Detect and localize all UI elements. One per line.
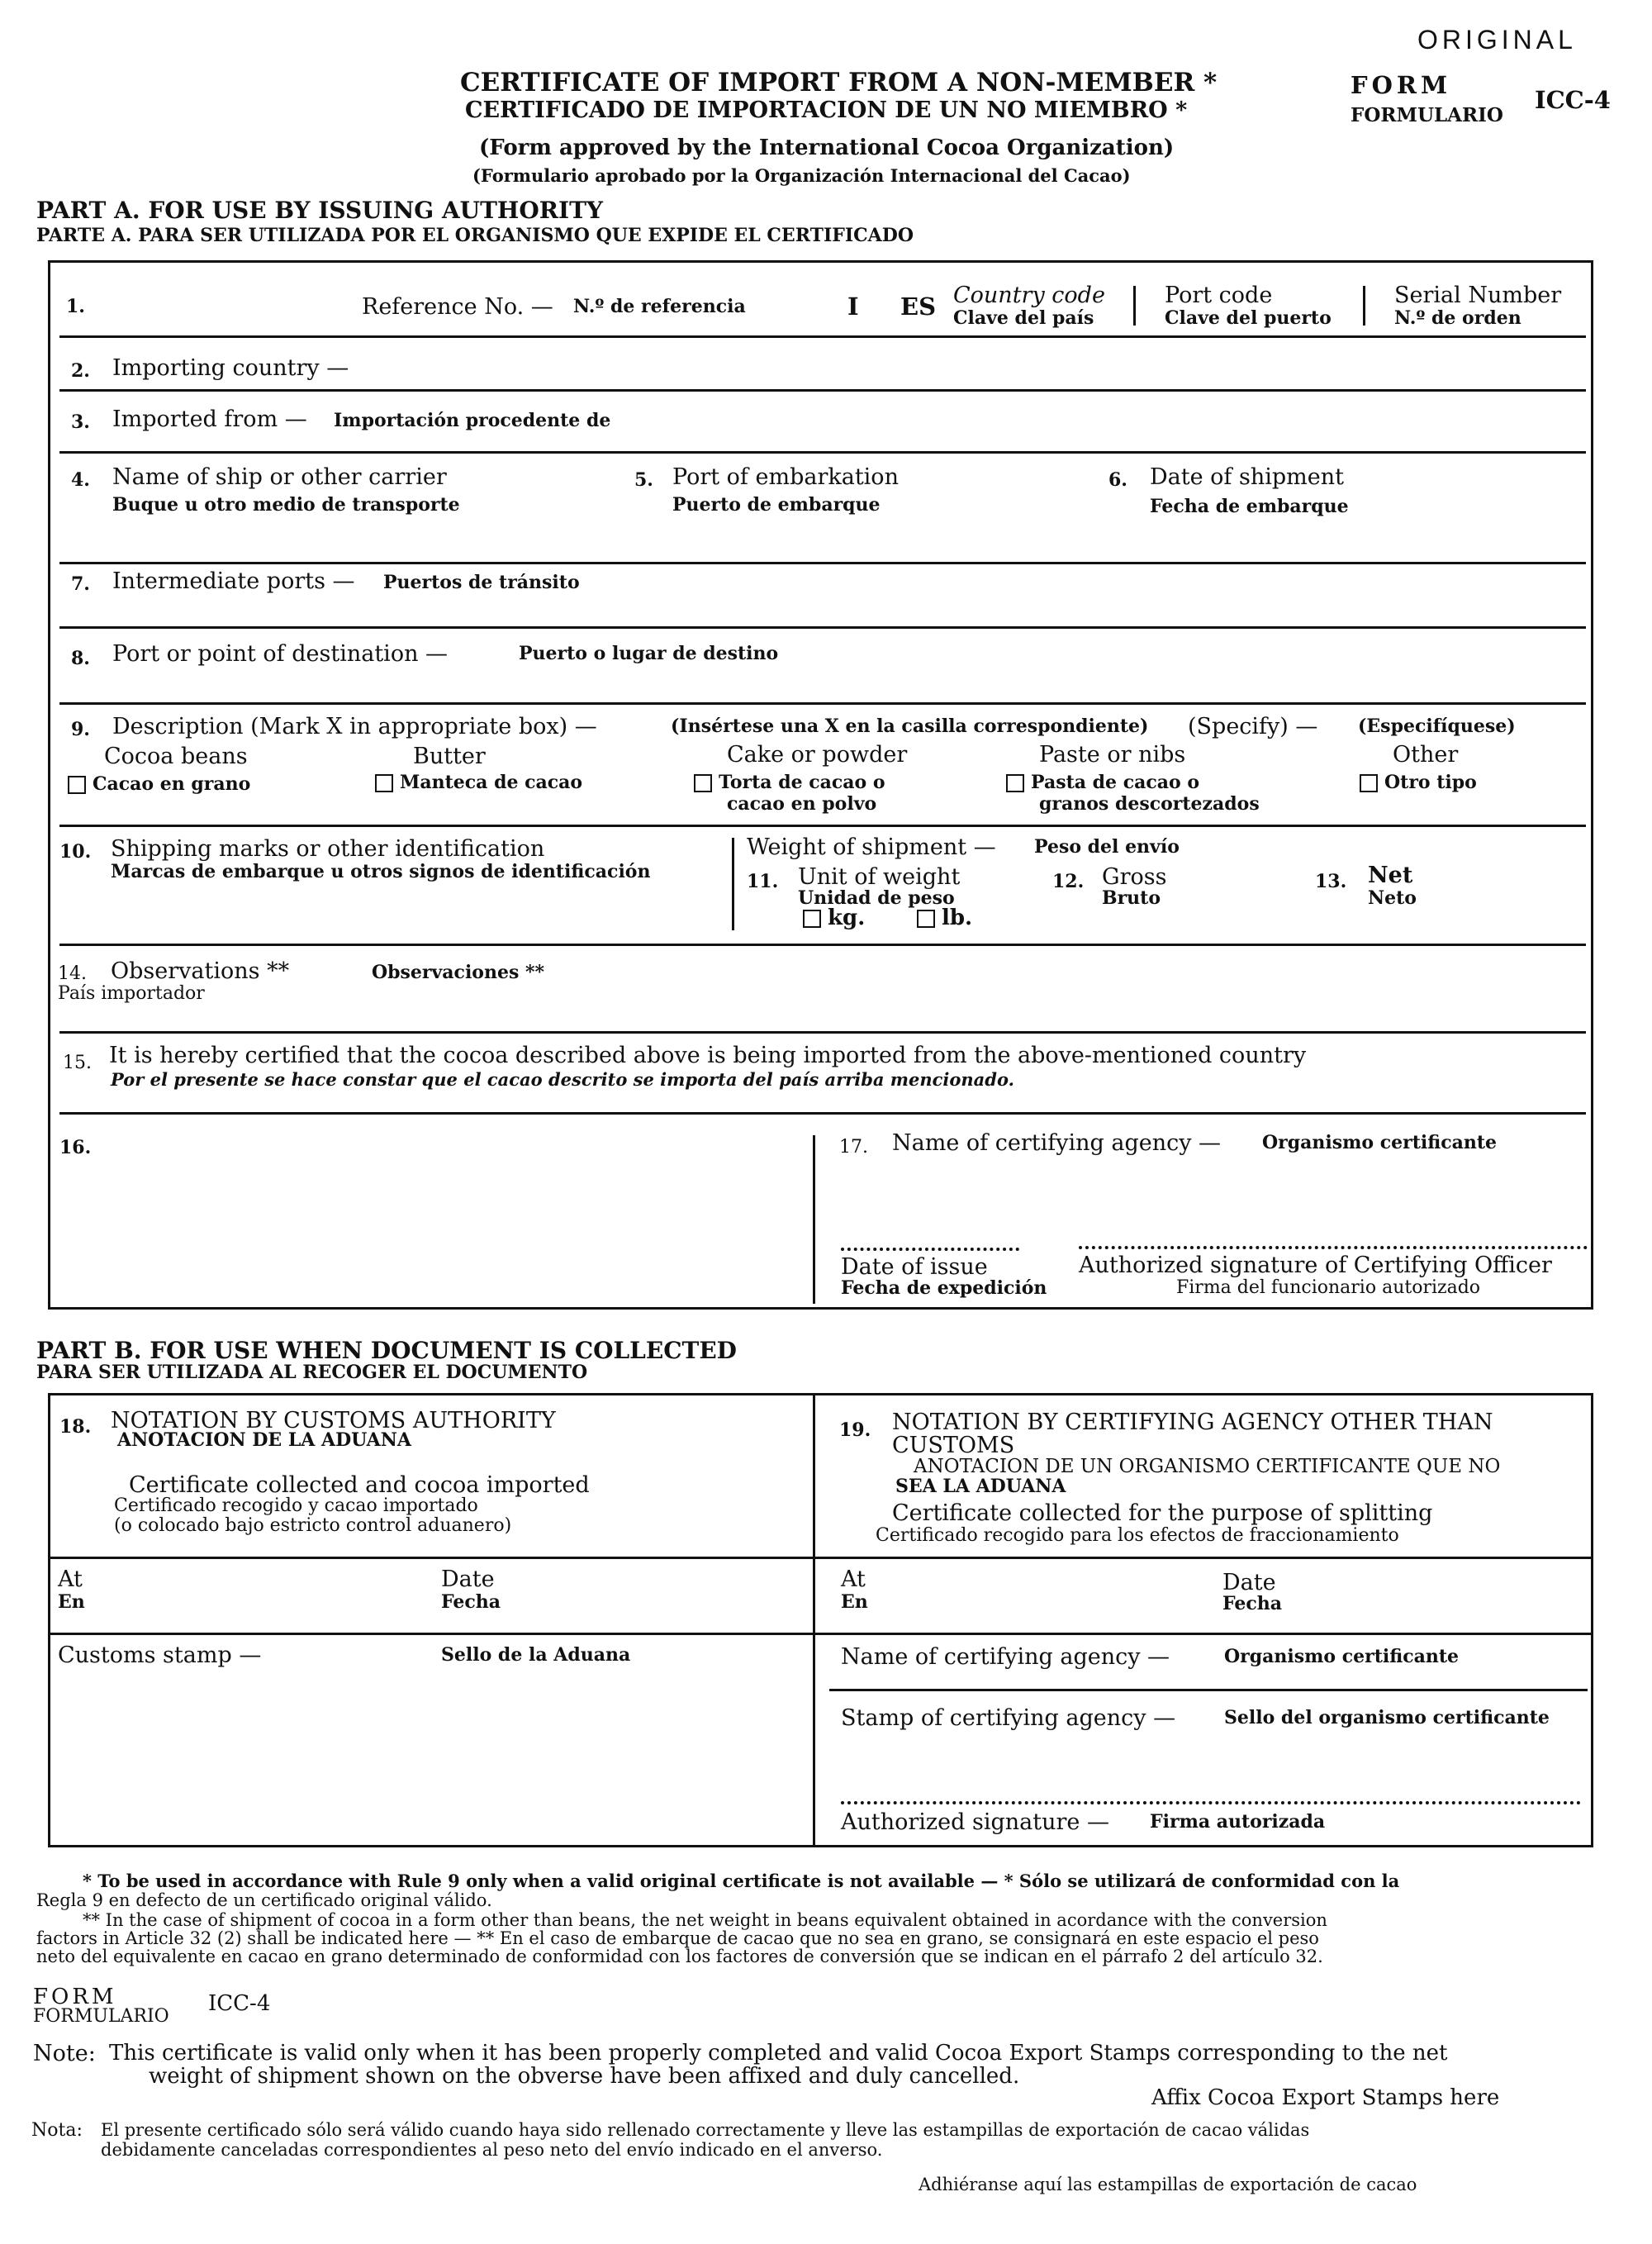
checkbox[interactable] <box>1006 774 1024 792</box>
destination-es: Puerto o lugar de destino <box>519 643 779 664</box>
agency-date-es: Fecha <box>1222 1593 1283 1614</box>
port-embarkation-label: Port of embarkation <box>672 464 899 490</box>
reverse-form-label: FORM <box>33 1985 117 2009</box>
row-line <box>59 389 1586 392</box>
row-line <box>48 1557 1593 1559</box>
imported-from-label: Imported from — <box>112 406 307 432</box>
agency-name-label: Name of certifying agency — <box>841 1644 1170 1670</box>
reference-i: I <box>847 292 859 321</box>
unit-kg-label: kg. <box>828 906 866 930</box>
reference-no-es: N.º de referencia <box>573 296 746 317</box>
divider <box>732 838 734 930</box>
field-7-number: 7. <box>71 573 90 595</box>
certifying-agency-es: Organismo certificante <box>1262 1132 1498 1153</box>
weight-shipment-label: Weight of shipment — <box>747 834 996 860</box>
form-title-es: CERTIFICADO DE IMPORTACION DE UN NO MIEMBRO * <box>465 97 1188 123</box>
signature-line <box>1079 1246 1588 1249</box>
checkbox[interactable] <box>917 910 935 928</box>
note-line-1: This certificate is valid only when it has been properly completed and valid Cocoa Export Stamps corresponding to the net <box>109 2041 1448 2066</box>
row-line <box>59 451 1586 454</box>
row-line <box>59 335 1586 338</box>
part-a-subtitle: PARTE A. PARA SER UTILIZADA POR EL ORGANISMO QUE EXPIDE EL CERTIFICADO <box>36 225 914 246</box>
certifying-agency-label: Name of certifying agency — <box>892 1130 1222 1156</box>
option-other[interactable] <box>1360 772 1477 793</box>
row-line <box>59 702 1586 705</box>
approved-en: (Form approved by the International Cocoa Organization) <box>479 135 1175 160</box>
original-label: ORIGINAL <box>1417 25 1577 55</box>
serial-number-es: N.º de orden <box>1394 307 1521 329</box>
row-line <box>59 825 1586 827</box>
form-label: FORM <box>1351 71 1452 99</box>
footnote-2b: factors in Article 32 (2) shall be indicated here — ** En el caso de embarque de cacao que no sea en grano, se consignará en este espacio el peso <box>36 1928 1319 1948</box>
pais-importador: País importador <box>58 983 205 1004</box>
approved-es: (Formulario aprobado por la Organización Internacional del Cacao) <box>472 165 1131 186</box>
certification-statement-es: Por el presente se hace constar que el cacao descrito se importa del país arriba mencionado. <box>111 1069 1014 1090</box>
observations-es: Observaciones ** <box>372 962 545 983</box>
option-butter[interactable] <box>375 772 582 793</box>
footnote-1a: * To be used in accordance with Rule 9 only when a valid original certificate is not available — * Sólo se utilizará de conformidad con la <box>83 1871 1400 1891</box>
field-16-number: 16. <box>59 1137 92 1158</box>
option-cocoa-beans-es: Cacao en grano <box>93 773 251 795</box>
imported-from-es: Importación procedente de <box>334 410 611 431</box>
reverse-form-code: ICC-4 <box>208 1991 271 2016</box>
agency-notation-es: ANOTACION DE UN ORGANISMO CERTIFICANTE QUE NO <box>914 1456 1501 1477</box>
note-line-2: weight of shipment shown on the obverse have been affixed and duly cancelled. <box>149 2064 1020 2089</box>
ship-name-label: Name of ship or other carrier <box>112 464 447 490</box>
shipping-marks-label: Shipping marks or other identification <box>111 836 545 862</box>
customs-notation-es: ANOTACION DE LA ADUANA <box>117 1429 411 1451</box>
nota-label: Nota: <box>31 2120 83 2141</box>
field-17-number: 17. <box>839 1137 868 1158</box>
unit-lb[interactable] <box>917 906 972 930</box>
unit-weight-label: Unit of weight <box>798 864 961 890</box>
date-shipment-label: Date of shipment <box>1150 464 1344 490</box>
option-paste-es2: granos descortezados <box>1039 793 1260 815</box>
field-8-number: 8. <box>71 648 90 669</box>
field-12-number: 12. <box>1052 871 1085 892</box>
shipping-marks-es: Marcas de embarque u otros signos de identificación <box>111 861 651 882</box>
country-code-label: Country code <box>953 283 1105 308</box>
serial-number-label: Serial Number <box>1394 283 1562 308</box>
destination-label: Port or point of destination — <box>112 641 449 667</box>
checkbox[interactable] <box>68 776 86 794</box>
row-line <box>829 1689 1588 1691</box>
row-line <box>59 1112 1586 1115</box>
part-b-title: PART B. FOR USE WHEN DOCUMENT IS COLLECTED <box>36 1337 737 1364</box>
option-paste[interactable] <box>1006 772 1199 793</box>
footnote-2c: neto del equivalente en cacao en grano determinado de conformidad con los factores de conversión que se indican en el párrafo 2 del artículo 32. <box>36 1947 1323 1966</box>
field-11-number: 11. <box>747 871 779 892</box>
agency-notation-label-2: CUSTOMS <box>892 1433 1015 1458</box>
specify-label: (Specify) — <box>1188 714 1318 739</box>
divider <box>1363 286 1365 326</box>
row-line <box>59 562 1586 564</box>
agency-date-label: Date <box>1222 1570 1276 1595</box>
form-code: ICC-4 <box>1535 86 1611 114</box>
specify-es: (Especifíquese) <box>1358 716 1516 737</box>
agency-stamp-es: Sello del organismo certificante <box>1224 1707 1550 1728</box>
intermediate-ports-es: Puertos de tránsito <box>383 572 580 593</box>
field-2-number: 2. <box>71 360 90 382</box>
reference-no-label: Reference No. — <box>362 294 553 320</box>
agency-stamp-label: Stamp of certifying agency — <box>841 1705 1176 1731</box>
description-es: (Insértese una X en la casilla correspondiente) <box>671 716 1149 737</box>
customs-notation-label: NOTATION BY CUSTOMS AUTHORITY <box>111 1408 556 1433</box>
field-6-number: 6. <box>1108 469 1127 491</box>
customs-at-es: En <box>58 1591 85 1613</box>
net-es: Neto <box>1368 887 1417 909</box>
affix-stamps-en: Affix Cocoa Export Stamps here <box>1151 2085 1500 2110</box>
agency-collected-es: Certificado recogido para los efectos de fraccionamiento <box>876 1525 1399 1546</box>
field-10-number: 10. <box>59 841 92 863</box>
part-a-title: PART A. FOR USE BY ISSUING AUTHORITY <box>36 197 603 224</box>
form-title-en: CERTIFICATE OF IMPORT FROM A NON-MEMBER * <box>460 68 1218 97</box>
nota-line-2: debidamente canceladas correspondientes al peso neto del envío indicado en el anverso. <box>101 2140 883 2160</box>
note-label: Note: <box>33 2041 96 2066</box>
checkbox[interactable] <box>375 774 393 792</box>
authorized-signature-label: Authorized signature of Certifying Officer <box>1079 1253 1552 1278</box>
row-line <box>48 1633 1593 1635</box>
ship-name-es: Buque u otro medio de transporte <box>112 494 460 516</box>
option-paste-label: Paste or nibs <box>1039 742 1186 768</box>
row-line <box>59 944 1586 946</box>
customs-at-label: At <box>58 1567 83 1592</box>
date-line <box>841 1248 1019 1251</box>
net-label: Net <box>1368 863 1413 888</box>
certification-statement: It is hereby certified that the cocoa described above is being imported from the above-mentioned country <box>109 1043 1307 1068</box>
customs-collected-label: Certificate collected and cocoa imported <box>129 1472 590 1498</box>
description-label: Description (Mark X in appropriate box) — <box>112 714 597 739</box>
field-15-number: 15. <box>63 1053 92 1073</box>
gross-es: Bruto <box>1102 887 1161 909</box>
customs-date-es: Fecha <box>441 1591 501 1613</box>
option-cake[interactable] <box>694 772 885 793</box>
nota-line-1: El presente certificado sólo será válido cuando haya sido rellenado correctamente y lleve las estampillas de exportación de cacao válidas <box>101 2120 1310 2140</box>
checkbox[interactable] <box>1360 774 1378 792</box>
customs-collected-es2: (o colocado bajo estricto control aduanero) <box>114 1515 512 1536</box>
option-cocoa-beans-label: Cocoa beans <box>104 744 248 769</box>
date-issue-es: Fecha de expedición <box>841 1277 1047 1299</box>
option-other-es: Otro tipo <box>1384 772 1477 793</box>
weight-shipment-es: Peso del envío <box>1034 836 1180 858</box>
agency-notation-label: NOTATION BY CERTIFYING AGENCY OTHER THAN <box>892 1410 1493 1435</box>
divider <box>813 1393 815 1847</box>
footnote-2a: ** In the case of shipment of cocoa in a form other than beans, the net weight in beans equivalent obtained in acordance with the conversion <box>83 1910 1327 1930</box>
agency-at-es: En <box>841 1591 868 1613</box>
field-9-number: 9. <box>71 719 90 740</box>
footnote-1b: Regla 9 en defecto de un certificado original válido. <box>36 1890 492 1910</box>
field-4-number: 4. <box>71 469 90 491</box>
field-13-number: 13. <box>1315 871 1347 892</box>
agency-notation-es-2: SEA LA ADUANA <box>895 1476 1066 1497</box>
agency-at-label: At <box>841 1567 866 1592</box>
field-14-number: 14. <box>58 963 87 984</box>
unit-kg[interactable] <box>803 906 865 930</box>
formulario-label: FORMULARIO <box>1351 104 1503 126</box>
customs-stamp-es: Sello de la Aduana <box>441 1644 631 1666</box>
customs-collected-es1: Certificado recogido y cacao importado <box>114 1495 478 1516</box>
reference-es-code: ES <box>900 292 937 321</box>
customs-stamp-label: Customs stamp — <box>58 1643 262 1668</box>
agency-collected-label: Certificate collected for the purpose of splitting <box>892 1500 1433 1526</box>
row-line <box>59 1031 1586 1034</box>
divider <box>813 1135 815 1304</box>
option-cake-label: Cake or powder <box>727 742 908 768</box>
checkbox[interactable] <box>803 910 821 928</box>
agency-signature-es: Firma autorizada <box>1150 1811 1326 1833</box>
importing-country-label: Importing country — <box>112 355 349 381</box>
port-code-es: Clave del puerto <box>1165 307 1332 329</box>
field-19-number: 19. <box>839 1419 871 1441</box>
field-18-number: 18. <box>59 1416 92 1438</box>
date-shipment-es: Fecha de embarque <box>1150 496 1349 517</box>
option-cake-es2: cacao en polvo <box>727 793 877 815</box>
option-butter-label: Butter <box>413 744 486 769</box>
divider <box>1133 286 1136 326</box>
affix-stamps-es: Adhiéranse aquí las estampillas de exportación de cacao <box>919 2175 1417 2194</box>
agency-signature-label: Authorized signature — <box>841 1809 1109 1835</box>
reverse-formulario-label: FORMULARIO <box>33 2006 169 2027</box>
part-b-subtitle: PARA SER UTILIZADA AL RECOGER EL DOCUMENTO <box>36 1362 588 1383</box>
field-1-number: 1. <box>66 296 85 317</box>
field-5-number: 5. <box>634 469 653 491</box>
intermediate-ports-label: Intermediate ports — <box>112 568 355 594</box>
unit-lb-label: lb. <box>942 906 973 930</box>
option-other-label: Other <box>1393 742 1459 768</box>
port-embarkation-es: Puerto de embarque <box>672 494 881 516</box>
option-cocoa-beans[interactable] <box>68 773 250 795</box>
port-code-label: Port code <box>1165 283 1273 308</box>
observations-label: Observations ** <box>111 958 290 984</box>
date-issue-label: Date of issue <box>841 1254 988 1280</box>
unit-weight-es: Unidad de peso <box>798 887 955 909</box>
option-paste-es: Pasta de cacao o <box>1031 772 1200 793</box>
authorized-signature-es: Firma del funcionario autorizado <box>1176 1277 1481 1298</box>
row-line <box>59 626 1586 629</box>
checkbox[interactable] <box>694 774 712 792</box>
option-butter-es: Manteca de cacao <box>400 772 583 793</box>
field-3-number: 3. <box>71 411 90 433</box>
country-code-es: Clave del país <box>953 307 1094 329</box>
agency-signature-line <box>841 1801 1581 1804</box>
customs-date-label: Date <box>441 1567 495 1592</box>
gross-label: Gross <box>1102 864 1167 890</box>
option-cake-es: Torta de cacao o <box>719 772 885 793</box>
agency-name-es: Organismo certificante <box>1224 1646 1460 1667</box>
